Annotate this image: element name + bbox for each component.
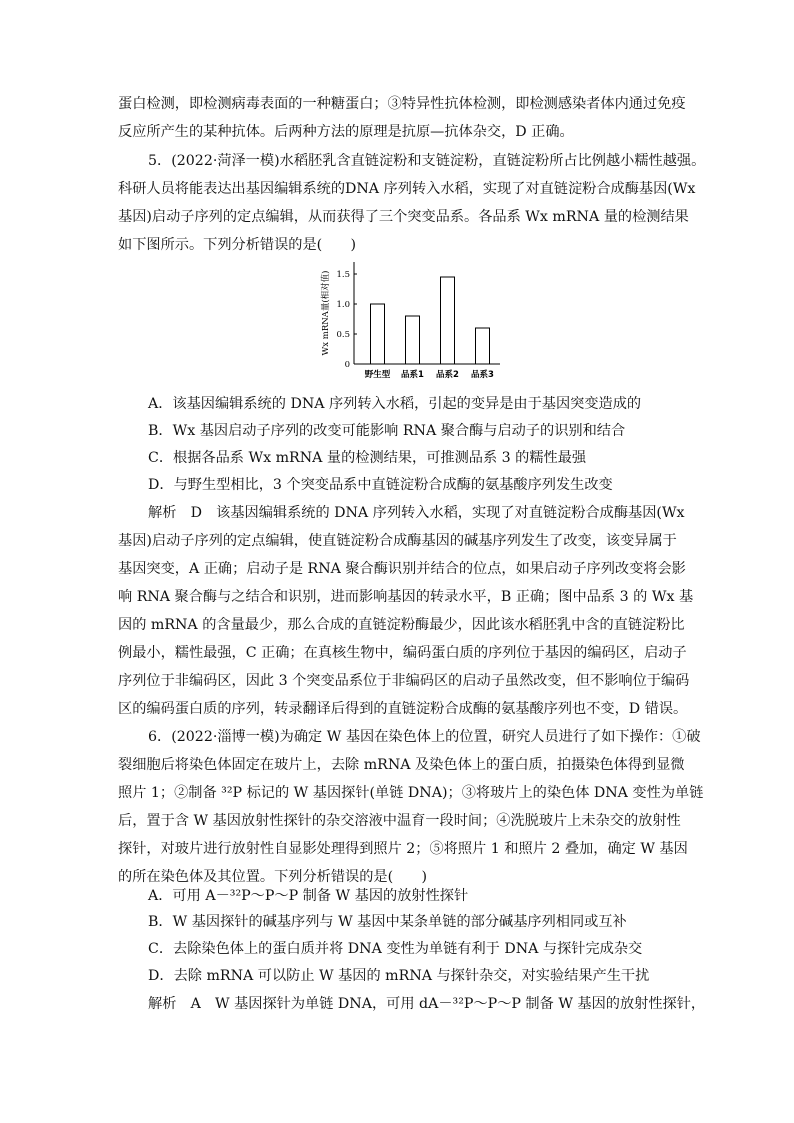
analysis-line: 区的编码蛋白质的序列，转录翻译后得到的直链淀粉合成酶的氨基酸序列也不变，D 错误。: [118, 701, 688, 717]
option-d: D．与野生型相比，3 个突变品系中直链淀粉合成酶的氨基酸序列发生改变: [148, 477, 613, 493]
y-tick-label: 1.5: [336, 270, 350, 280]
bar: [406, 316, 420, 364]
bar: [476, 328, 490, 364]
question-6-line: 探针，对玻片进行放射性自显影处理得到照片 2；⑤将照片 1 和照片 2 叠加，确定 W 基因: [118, 841, 688, 857]
x-tick-label: 品系3: [471, 370, 494, 380]
question-5-line: 5．(2022·菏泽一模)水稻胚乳含直链淀粉和支链淀粉，直链淀粉所占比例越小糯性越强。: [148, 153, 706, 169]
question-5-line: 基因)启动子序列的定点编辑，从而获得了三个突变品系。各品系 Wx mRNA 量的检测结果: [118, 209, 689, 225]
analysis-line: 响 RNA 聚合酶与之结合和识别，进而影响基因的转录水平，B 正确；图中品系 3 的 Wx 基: [118, 589, 694, 605]
option-a: A．该基因编辑系统的 DNA 序列转入水稻，引起的变异是由于基因突变造成的: [148, 396, 642, 412]
question-6-line: 照片 1；②制备 ³²P 标记的 W 基因探针(单链 DNA)；③将玻片上的染色体 DNA 变性为单链: [118, 785, 704, 801]
option-b: B．Wx 基因启动子序列的改变可能影响 RNA 聚合酶与启动子的识别和结合: [148, 423, 626, 439]
x-tick-label: 品系1: [401, 370, 424, 380]
analysis-line: 解析 A W 基因探针为单链 DNA，可用 dA－³²P～P～P 制备 W 基因的放射性探针，: [148, 996, 706, 1012]
analysis-line: 基因突变，A 正确；启动子是 RNA 聚合酶识别并结合的位点，如果启动子序列改变将会影: [118, 561, 686, 577]
analysis-line: 基因)启动子序列的定点编辑，使直链淀粉合成酶基因的碱基序列发生了改变，该变异属于: [118, 533, 677, 549]
bar: [371, 304, 385, 364]
x-tick-label: 野生型: [364, 370, 391, 380]
option-d: D．去除 mRNA 可以防止 W 基因的 mRNA 与探针杂交，对实验结果产生干扰: [148, 968, 650, 984]
y-axis-label: Wx mRNA量(相对值): [321, 270, 331, 356]
text-line: 蛋白检测，即检测病毒表面的一种糖蛋白；③特异性抗体检测，即检测感染者体内通过免疫: [118, 96, 686, 112]
question-5-line: 如下图所示。下列分析错误的是( ): [118, 237, 357, 253]
chart-svg: [318, 256, 508, 382]
analysis-line: 因的 mRNA 的含量最少，那么合成的直链淀粉酶最少，因此该水稻胚乳中含的直链淀粉比: [118, 617, 685, 633]
x-tick-label: 品系2: [436, 370, 459, 380]
y-tick-label: 0: [344, 360, 350, 370]
option-c: C．去除染色体上的蛋白质并将 DNA 变性为单链有利于 DNA 与探针完成杂交: [148, 941, 643, 957]
bar: [441, 277, 455, 364]
question-6-line: 后，置于含 W 基因放射性探针的杂交溶液中温育一段时间；④洗脱玻片上未杂交的放射性: [118, 813, 681, 829]
question-6-line: 6．(2022·淄博一模)为确定 W 基因在染色体上的位置，研究人员进行了如下操作：①破: [148, 729, 701, 745]
option-a: A．可用 A－³²P～P～P 制备 W 基因的放射性探针: [148, 888, 469, 904]
question-6-line: 裂细胞后将染色体固定在玻片上，去除 mRNA 及染色体上的蛋白质，拍摄染色体得到显微: [118, 757, 685, 773]
wx-mrna-bar-chart: [318, 256, 508, 382]
option-b: B．W 基因探针的碱基序列与 W 基因中某条单链的部分碱基序列相同或互补: [148, 914, 627, 930]
y-tick-label: 0.5: [336, 330, 350, 340]
analysis-line: 例最小，糯性最强，C 正确；在真核生物中，编码蛋白质的序列位于基因的编码区，启动子: [118, 645, 687, 661]
question-6-line: 的所在染色体及其位置。下列分析错误的是( ): [118, 869, 428, 885]
y-tick-label: 1.0: [336, 300, 350, 310]
analysis-line: 解析 D 该基因编辑系统的 DNA 序列转入水稻，实现了对直链淀粉合成酶基因(Wx: [148, 505, 685, 521]
question-5-line: 科研人员将能表达出基因编辑系统的DNA 序列转入水稻，实现了对直链淀粉合成酶基因(Wx: [118, 181, 696, 197]
option-c: C．根据各品系 Wx mRNA 量的检测结果，可推测品系 3 的糯性最强: [148, 450, 587, 466]
text-line: 反应所产生的某种抗体。后两种方法的原理是抗原—抗体杂交，D 正确。: [118, 124, 574, 140]
analysis-line: 序列位于非编码区，因此 3 个突变品系位于非编码区的启动子虽然改变，但不影响位于编码: [118, 673, 690, 689]
